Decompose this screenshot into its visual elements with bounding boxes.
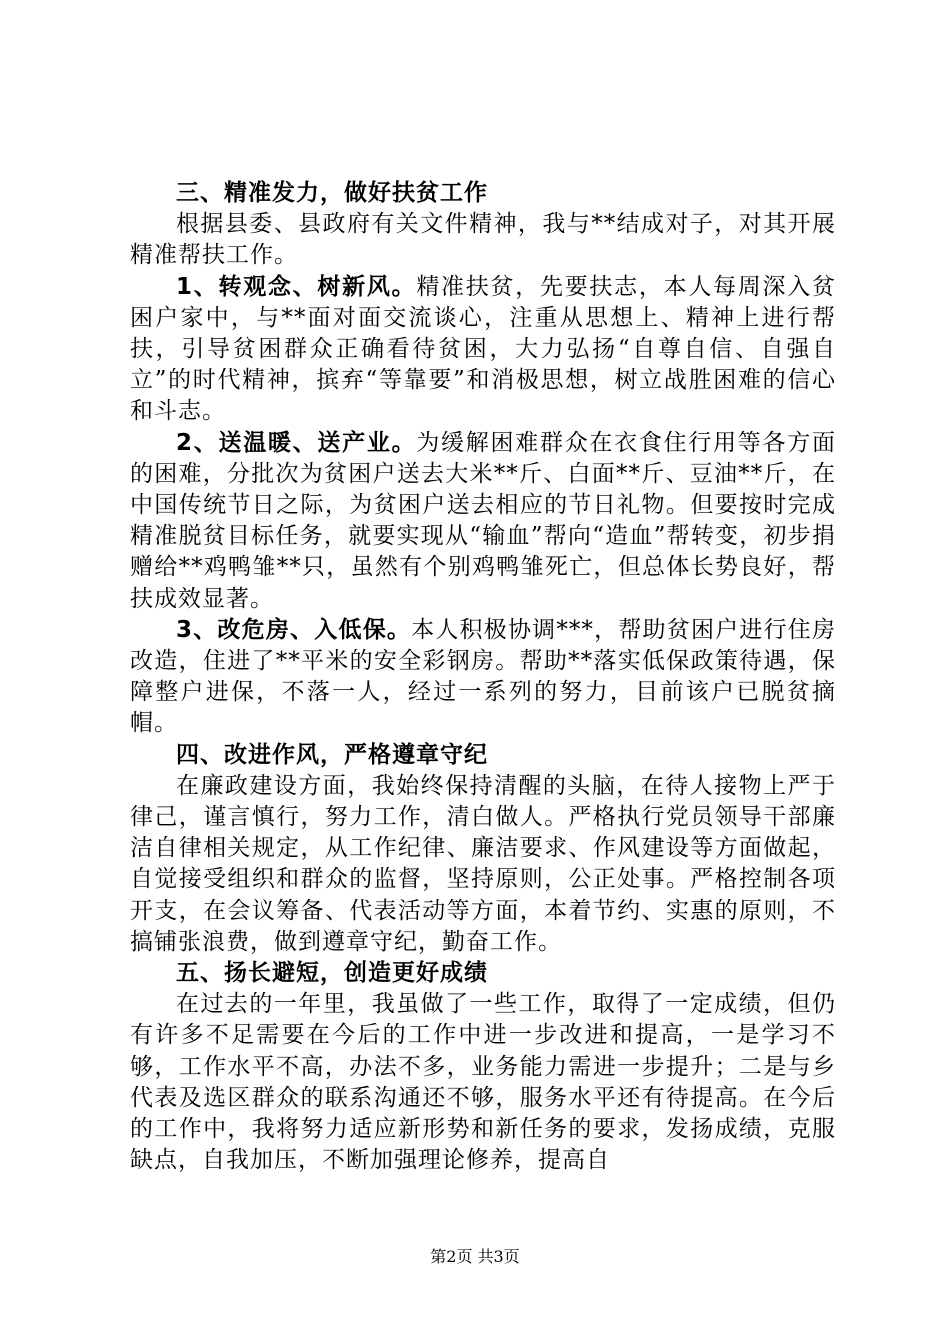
section-3-item-2-text: 为缓解困难群众在衣食住行用等各方面的困难，分批次为贫困户送去大米**斤、白面**斤、豆油**斤，在中国传统节日之际，为贫困户送去相应的节日礼物。但要按时完成精准脱贫目标任务，就要实现从“输血”帮向“造血”帮转变，初步捐赠给**鸡鸭雏**只，虽然有个别鸡鸭雏死亡，但总体长势良好，帮扶成效显著。 [130, 429, 836, 612]
section-3-intro: 根据县委、县政府有关文件精神，我与**结成对子，对其开展精准帮扶工作。 [130, 211, 836, 269]
section-3-item-3-lead: 3、改危房、入低保。 [176, 616, 412, 643]
section-3-item-1-lead: 1、转观念、树新风。 [176, 273, 417, 300]
document-body [130, 178, 836, 1177]
section-3-item-2 [130, 428, 836, 615]
section-3-heading: 三、精准发力，做好扶贫工作 [176, 180, 488, 206]
section-3-item-2-lead: 2、送温暖、送产业。 [176, 429, 417, 456]
page-number-label: 第2页 共3页 [430, 1247, 520, 1266]
section-5-text: 在过去的一年里，我虽做了一些工作，取得了一定成绩，但仍有许多不足需要在今后的工作中进一步改进和提高，一是学习不够，工作水平不高，办法不多，业务能力需进一步提升；二是与乡代表及选区群众的联系沟通还不够，服务水平还有待提高。在今后的工作中，我将努力适应新形势和新任务的要求，发扬成绩，克服缺点，自我加压，不断加强理论修养，提高自 [130, 991, 836, 1174]
section-4-heading: 四、改进作风，严格遵章守纪 [176, 741, 488, 768]
page-footer [0, 1244, 950, 1267]
section-3-item-3-text: 本人积极协调***，帮助贫困户进行住房改造，住进了**平米的安全彩钢房。帮助**落实低保政策待遇，保障整户进保，不落一人，经过一系列的努力，目前该户已脱贫摘帽。 [130, 616, 836, 737]
section-4-text: 在廉政建设方面，我始终保持清醒的头脑，在待人接物上严于律己，谨言慎行，努力工作，清白做人。严格执行党员领导干部廉洁自律相关规定，从工作纪律、廉洁要求、作风建设等方面做起，自觉接受组织和群众的监督，坚持原则，公正处事。严格控制各项开支，在会议筹备、代表活动等方面，本着节约、实惠的原则，不搞铺张浪费，做到遵章守纪，勤奋工作。 [130, 772, 836, 955]
section-3-item-1 [130, 272, 836, 428]
section-3-item-1-text: 精准扶贫，先要扶志，本人每周深入贫困户家中，与**面对面交流谈心，注重从思想上、精神上进行帮扶，引导贫困群众正确看待贫困，大力弘扬“自尊自信、自强自立”的时代精神，摈弃“等靠要”和消极思想，树立战胜困难的信心和斗志。 [130, 273, 836, 425]
section-5-heading: 五、扬长避短，创造更好成绩 [176, 960, 488, 987]
section-3-item-3 [130, 615, 836, 740]
